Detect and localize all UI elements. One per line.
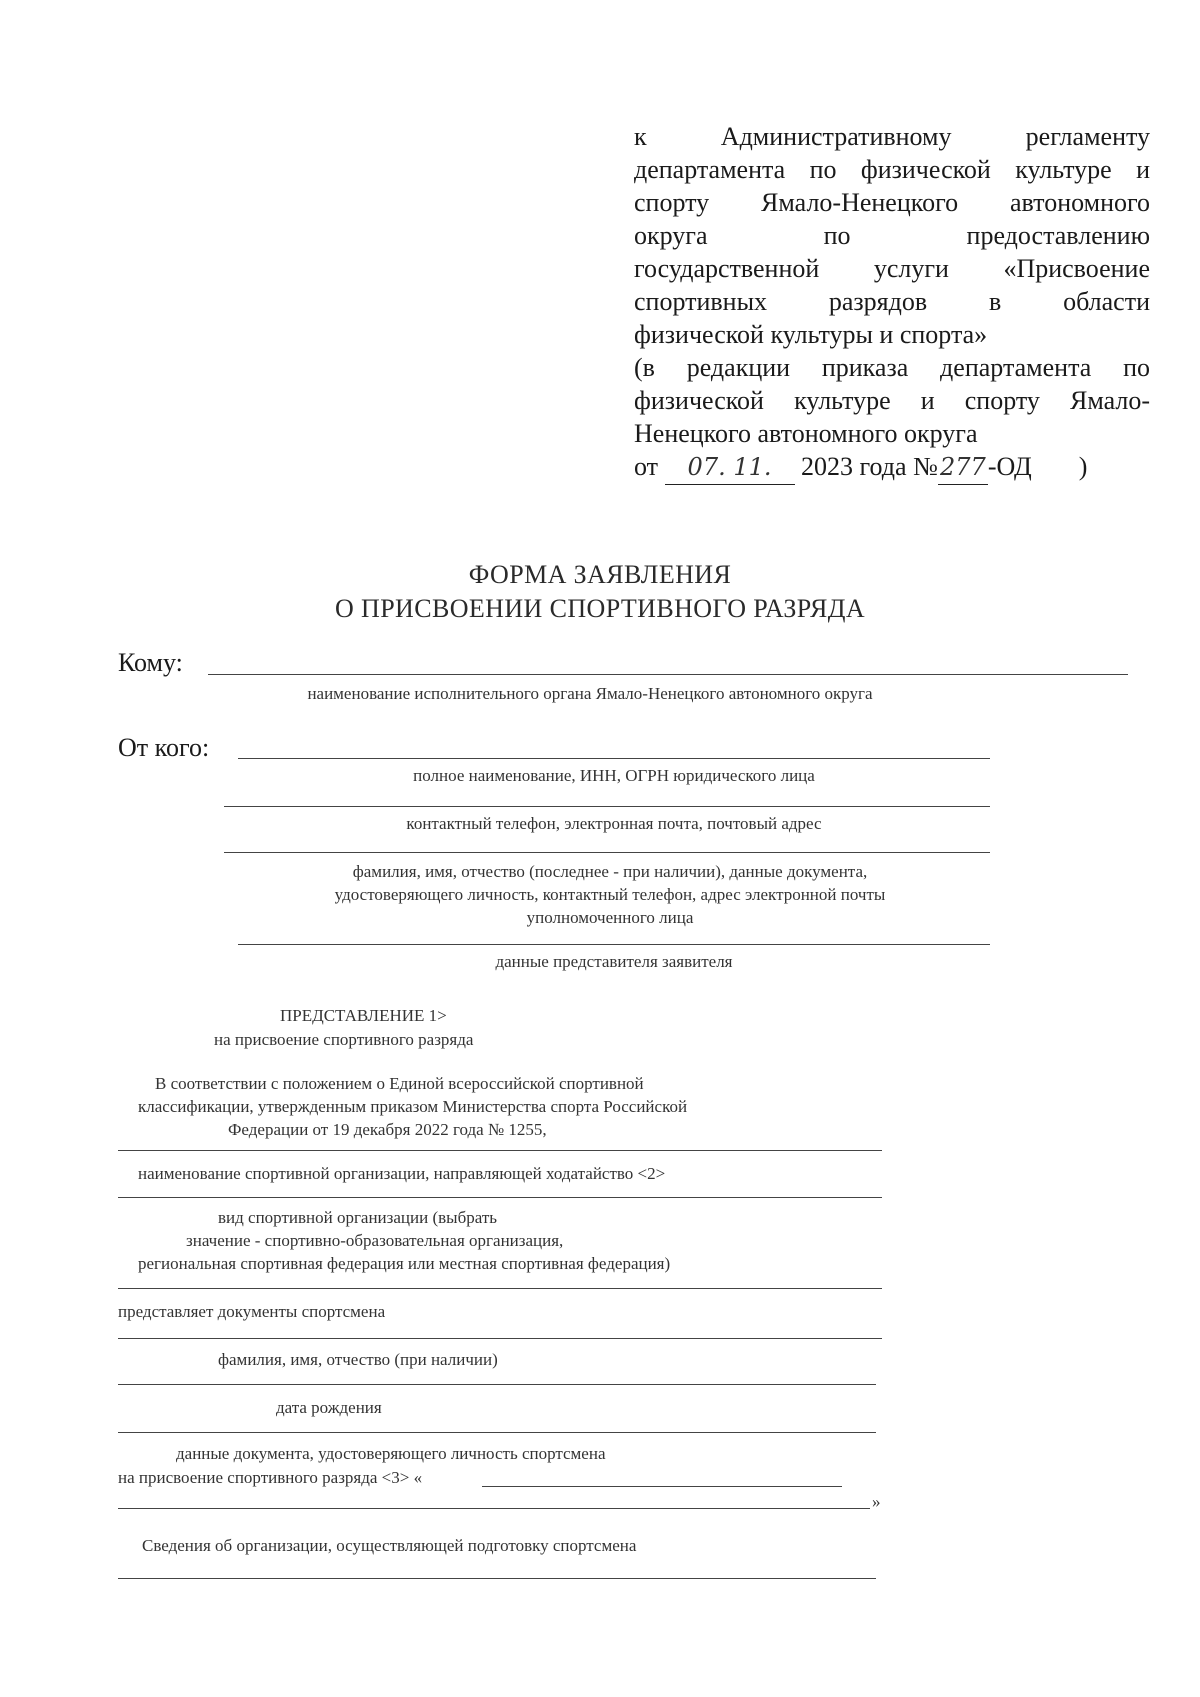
to-label: Кому:	[118, 648, 183, 677]
from-label: От кого:	[118, 733, 210, 762]
organization-field-line[interactable]	[118, 1150, 882, 1151]
representation-heading: ПРЕДСТАВЛЕНИЕ 1>	[280, 1006, 447, 1025]
order-date-line	[634, 450, 1150, 485]
regulation-paragraph-line: Федерации от 19 декабря 2022 года № 1255,	[228, 1120, 547, 1139]
to-caption: наименование исполнительного органа Ямало-Ненецкого автономного округа	[307, 684, 873, 703]
date-prefix: от	[634, 452, 659, 481]
athlete-name-line[interactable]	[118, 1338, 882, 1339]
regulation-paragraph-line: В соответствии с положением о Единой всероссийской спортивной	[155, 1074, 644, 1093]
id-document-caption: данные документа, удостоверяющего личность спортсмена	[176, 1444, 606, 1463]
training-org-caption: Сведения об организации, осуществляющей подготовку спортсмена	[142, 1536, 637, 1555]
from-caption-3	[200, 860, 1020, 929]
regulation-paragraph-line: классификации, утвержденным приказом Министерства спорта Российской	[138, 1097, 688, 1116]
caption-line: уполномоченного лица	[526, 908, 694, 927]
from-field-line-1[interactable]	[238, 758, 990, 759]
header-line: департамента по физической культуре и	[634, 155, 1150, 184]
header-line: физической культуры и спорта»	[634, 320, 988, 349]
header-line: (в редакции приказа департамента по	[634, 353, 1150, 382]
from-caption-4: данные представителя заявителя	[495, 952, 733, 971]
rank-request-text: на присвоение спортивного разряда <3> «	[118, 1468, 423, 1487]
submits-text: представляет документы спортсмена	[118, 1302, 386, 1321]
order-year: 2023 года №	[801, 452, 938, 481]
from-caption-1: полное наименование, ИНН, ОГРН юридического лица	[413, 766, 815, 785]
from-field-line-4[interactable]	[238, 944, 990, 945]
header-line: Ненецкого автономного округа	[634, 419, 978, 448]
caption-line: удостоверяющего личность, контактный телефон, адрес электронной почты	[334, 885, 886, 904]
order-date-handwritten: 07. 11.	[665, 451, 795, 485]
form-title-line: О ПРИСВОЕНИИ СПОРТИВНОГО РАЗРЯДА	[334, 594, 866, 623]
from-field-line-3[interactable]	[224, 852, 990, 853]
organization-kind-line[interactable]	[118, 1197, 882, 1198]
header-line: к Административному регламенту	[634, 122, 1150, 151]
submitter-line[interactable]	[118, 1288, 882, 1289]
training-org-line[interactable]	[118, 1578, 876, 1579]
header-line: округа по предоставлению	[634, 221, 1150, 250]
header-line: государственной услуги «Присвоение	[634, 254, 1150, 283]
kind-caption-line: региональная спортивная федерация или местная спортивная федерация)	[138, 1254, 671, 1273]
athlete-name-caption: фамилия, имя, отчество (при наличии)	[218, 1350, 498, 1369]
id-document-line[interactable]	[118, 1432, 876, 1433]
caption-line: фамилия, имя, отчество (последнее - при наличии), данные документа,	[352, 862, 868, 881]
rank-close-quote: »	[872, 1492, 881, 1511]
order-number-handwritten: 277	[938, 451, 988, 485]
kind-caption-line: вид спортивной организации (выбрать	[218, 1208, 498, 1227]
regulation-reference	[634, 120, 1150, 485]
header-line: физической культуре и спорту Ямало-	[634, 386, 1150, 415]
birth-date-line[interactable]	[118, 1384, 876, 1385]
kind-caption-line: значение - спортивно-образовательная организация,	[186, 1231, 564, 1250]
header-line: спортивных разрядов в области	[634, 287, 1150, 316]
close-paren: )	[1078, 452, 1088, 481]
rank-field-line-2[interactable]	[118, 1508, 870, 1509]
form-title-line: ФОРМА ЗАЯВЛЕНИЯ	[468, 560, 732, 589]
from-caption-2: контактный телефон, электронная почта, почтовый адрес	[406, 814, 822, 833]
from-field-line-2[interactable]	[224, 806, 990, 807]
birth-date-caption: дата рождения	[276, 1398, 382, 1417]
representation-subheading: на присвоение спортивного разряда	[214, 1030, 474, 1049]
form-title	[0, 558, 1200, 626]
to-field-line[interactable]	[208, 674, 1128, 675]
header-line: спорту Ямало-Ненецкого автономного	[634, 188, 1150, 217]
rank-field-line[interactable]	[482, 1486, 842, 1487]
organization-caption: наименование спортивной организации, направляющей ходатайство <2>	[138, 1164, 666, 1183]
order-suffix: -ОД	[987, 452, 1032, 481]
